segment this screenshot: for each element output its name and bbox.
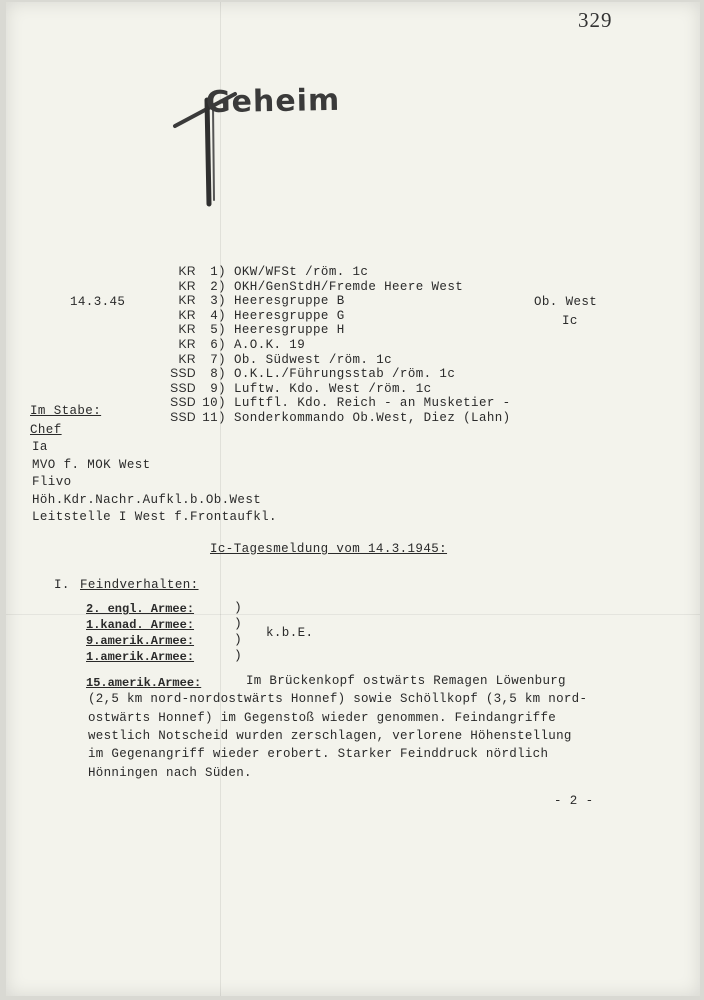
distribution-recipient: O.K.L./Führungsstab /röm. 1c: [234, 367, 456, 382]
distribution-row: [162, 293, 345, 308]
distribution-number: 8): [210, 367, 226, 382]
distribution-row: [162, 264, 368, 279]
distribution-code: SSD: [170, 410, 196, 424]
distribution-recipient: Heeresgruppe H: [234, 323, 345, 338]
distribution-recipient: Sonderkommando Ob.West, Diez (Lahn): [234, 411, 511, 425]
army-label: 2. engl. Armee:: [86, 602, 195, 616]
distribution-recipient: A.O.K. 19: [234, 338, 306, 352]
army15-report-line: (2,5 km nord-nordostwärts Honnef) sowie Schöllkopf (3,5 km nord-: [88, 692, 588, 707]
distribution-number: 5): [210, 323, 226, 338]
page-number: 329: [578, 8, 613, 32]
sender-section: Ic: [562, 314, 578, 328]
document-page: [6, 2, 700, 996]
section-title: Feindverhalten:: [80, 578, 199, 592]
document-date: 14.3.45: [70, 295, 126, 309]
distribution-recipient: Heeresgruppe B: [234, 294, 345, 309]
im-stabe-item: Höh.Kdr.Nachr.Aufkl.b.Ob.West: [32, 492, 262, 507]
distribution-code: SSD: [170, 395, 196, 410]
armies-status: k.b.E.: [266, 626, 314, 640]
army-bracket: ): [234, 600, 242, 615]
distribution-recipient: Heeresgruppe G: [234, 308, 345, 323]
im-stabe-item: Leitstelle I West f.Frontaufkl.: [32, 510, 277, 524]
army-label: 1.amerik.Armee:: [86, 650, 195, 664]
distribution-code: SSD: [170, 366, 196, 381]
distribution-row: [162, 279, 463, 294]
army-bracket: ): [234, 648, 242, 663]
continuation-marker: - 2 -: [554, 794, 594, 808]
report-title: Ic-Tagesmeldung vom 14.3.1945:: [210, 542, 448, 556]
army-label: 1.kanad. Armee:: [86, 618, 195, 632]
army15-report-line: im Gegenangriff wieder erobert. Starker Feinddruck nördlich: [88, 747, 549, 762]
distribution-number: 7): [210, 352, 226, 367]
distribution-row: [162, 337, 305, 352]
distribution-code: SSD: [170, 380, 196, 395]
distribution-row: [162, 366, 455, 381]
army15-report-line: Hönningen nach Süden.: [88, 765, 252, 780]
army15-report-line: westlich Notscheid wurden zerschlagen, verlorene Höhenstellung: [88, 728, 572, 743]
sender-office: Ob. West: [534, 295, 598, 309]
distribution-code: KR: [178, 278, 196, 293]
distribution-code: KR: [178, 264, 196, 278]
distribution-row: [162, 395, 511, 410]
distribution-recipient: OKW/WFSt /röm. 1c: [234, 265, 369, 279]
distribution-row: [162, 308, 345, 323]
im-stabe-item: Ia: [32, 440, 48, 455]
im-stabe-item: Chef: [30, 423, 62, 437]
im-stabe-item: MVO f. MOK West: [32, 457, 151, 472]
distribution-row: [162, 381, 432, 396]
im-stabe-item: Flivo: [32, 475, 72, 490]
distribution-number: 11): [202, 411, 226, 425]
army15-report-line: Im Brückenkopf ostwärts Remagen Löwenburg: [246, 674, 566, 688]
army15-report-line: ostwärts Honnef) im Gegenstoß wieder genommen. Feindangriffe: [88, 710, 557, 725]
distribution-number: 2): [210, 279, 226, 294]
army-bracket: ): [234, 616, 242, 631]
army-bracket: ): [234, 632, 242, 647]
distribution-code: KR: [178, 351, 196, 366]
classification-stamp: Geheim: [205, 82, 341, 121]
distribution-row: [162, 410, 511, 425]
distribution-code: KR: [178, 322, 196, 337]
distribution-recipient: OKH/GenStdH/Fremde Heere West: [234, 279, 464, 294]
distribution-row: [162, 352, 392, 367]
distribution-code: KR: [178, 307, 196, 322]
im-stabe-heading: Im Stabe:: [30, 404, 102, 418]
army15-label: 15.amerik.Armee:: [86, 676, 202, 690]
distribution-number: 4): [210, 308, 226, 323]
distribution-number: 1): [210, 265, 226, 279]
distribution-number: 9): [210, 381, 226, 396]
section-number: I.: [54, 578, 70, 592]
distribution-code: KR: [178, 293, 196, 308]
distribution-recipient: Luftw. Kdo. West /röm. 1c: [234, 381, 432, 396]
distribution-number: 6): [210, 338, 226, 352]
distribution-recipient: Ob. Südwest /röm. 1c: [234, 352, 393, 367]
distribution-code: KR: [178, 337, 196, 351]
army-label: 9.amerik.Armee:: [86, 634, 195, 648]
distribution-number: 3): [210, 294, 226, 309]
distribution-recipient: Luftfl. Kdo. Reich - an Musketier -: [234, 396, 511, 411]
distribution-row: [162, 322, 345, 337]
distribution-number: 10): [202, 396, 226, 411]
